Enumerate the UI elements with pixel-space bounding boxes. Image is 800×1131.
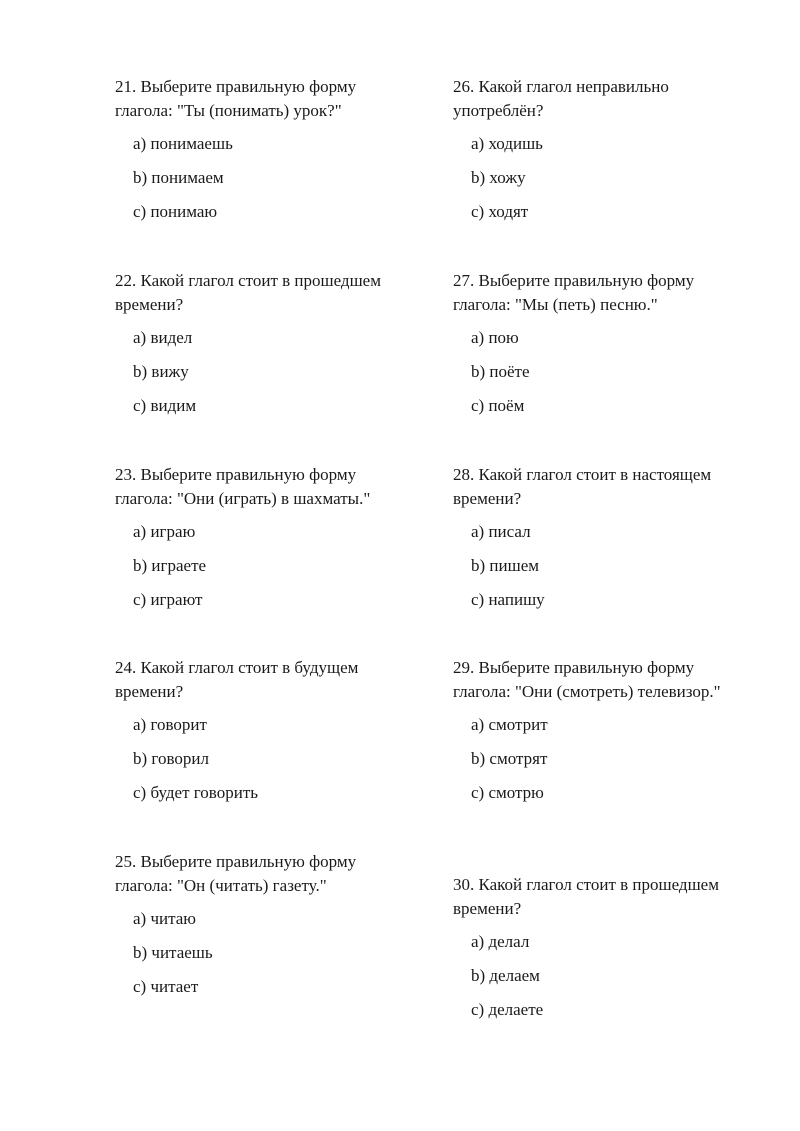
option-b[interactable]: b) пишем — [471, 556, 539, 575]
option-b[interactable]: b) вижу — [133, 362, 189, 381]
question-21 — [115, 75, 415, 234]
option-b[interactable]: b) понимаем — [133, 168, 224, 187]
option-c[interactable]: c) играют — [133, 590, 203, 609]
question-28 — [453, 463, 753, 622]
question-text: 25. Выберите правильную форму глагола: "Он (читать) газету." — [115, 852, 357, 895]
option-b[interactable]: b) играете — [133, 556, 207, 575]
question-text: 29. Выберите правильную форму глагола: "Они (смотреть) телевизор." — [453, 658, 721, 701]
answer-options — [115, 907, 415, 999]
option-a[interactable]: a) понимаешь — [133, 134, 233, 153]
option-a[interactable]: a) делал — [471, 932, 530, 951]
option-c[interactable]: c) видим — [133, 396, 197, 415]
question-26 — [453, 75, 753, 234]
option-c[interactable]: c) понимаю — [133, 202, 218, 221]
option-b[interactable]: b) хожу — [471, 168, 526, 187]
option-c[interactable]: c) будет говорить — [133, 783, 259, 802]
answer-options — [115, 713, 415, 805]
answer-options — [453, 713, 753, 805]
question-text: 28. Какой глагол стоит в настоящем времени? — [453, 465, 712, 508]
option-a[interactable]: a) читаю — [133, 909, 196, 928]
option-c[interactable]: c) напишу — [471, 590, 545, 609]
answer-options — [453, 132, 753, 224]
question-30 — [453, 873, 753, 1032]
option-a[interactable]: a) смотрит — [471, 715, 548, 734]
option-c[interactable]: c) ходят — [471, 202, 529, 221]
question-text: 26. Какой глагол неправильно употреблён? — [453, 77, 669, 120]
answer-options — [453, 326, 753, 418]
option-b[interactable]: b) смотрят — [471, 749, 548, 768]
question-24 — [115, 656, 415, 815]
option-b[interactable]: b) делаем — [471, 966, 540, 985]
question-text: 21. Выберите правильную форму глагола: "Ты (понимать) урок?" — [115, 77, 357, 120]
question-text: 30. Какой глагол стоит в прошедшем времени? — [453, 875, 719, 918]
answer-options — [453, 930, 753, 1022]
question-23 — [115, 463, 415, 622]
question-text: 22. Какой глагол стоит в прошедшем времени? — [115, 271, 381, 314]
option-b[interactable]: b) читаешь — [133, 943, 213, 962]
option-a[interactable]: a) ходишь — [471, 134, 543, 153]
answer-options — [115, 520, 415, 612]
question-27 — [453, 269, 753, 428]
option-c[interactable]: c) смотрю — [471, 783, 544, 802]
question-22 — [115, 269, 415, 428]
option-a[interactable]: a) пою — [471, 328, 519, 347]
answer-options — [115, 132, 415, 224]
question-25 — [115, 850, 415, 1009]
option-a[interactable]: a) говорит — [133, 715, 207, 734]
question-text: 23. Выберите правильную форму глагола: "Они (играть) в шахматы." — [115, 465, 371, 508]
question-29 — [453, 656, 753, 815]
option-a[interactable]: a) играю — [133, 522, 196, 541]
option-b[interactable]: b) говорил — [133, 749, 209, 768]
answer-options — [453, 520, 753, 612]
question-text: 27. Выберите правильную форму глагола: "Мы (петь) песню." — [453, 271, 695, 314]
question-text: 24. Какой глагол стоит в будущем времени? — [115, 658, 359, 701]
option-c[interactable]: c) делаете — [471, 1000, 544, 1019]
option-c[interactable]: c) читает — [133, 977, 199, 996]
option-a[interactable]: a) писал — [471, 522, 531, 541]
answer-options — [115, 326, 415, 418]
option-c[interactable]: c) поём — [471, 396, 525, 415]
option-a[interactable]: a) видел — [133, 328, 193, 347]
option-b[interactable]: b) поёте — [471, 362, 530, 381]
